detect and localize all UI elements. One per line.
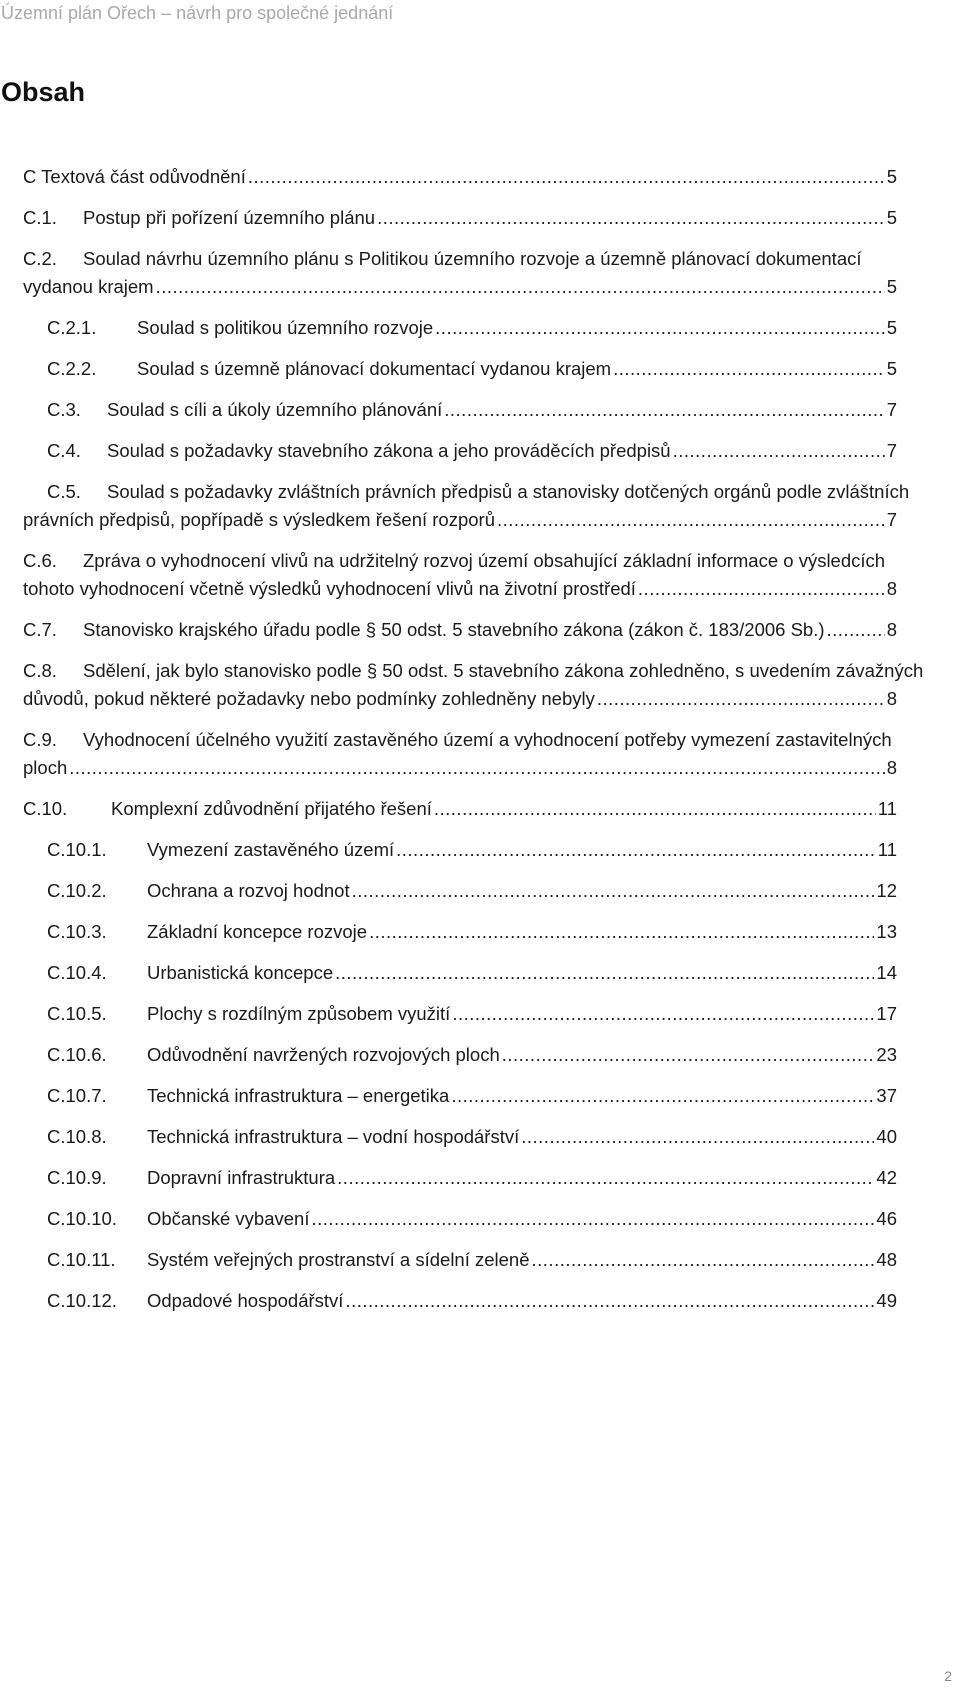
toc-dot-leader	[345, 1287, 874, 1315]
toc-entry-title: vydanou krajem	[23, 276, 154, 297]
toc-entry-page: 5	[886, 276, 897, 297]
toc-entry-title: Technická infrastruktura – vodní hospodářství	[147, 1126, 520, 1147]
toc-entry[interactable]	[23, 795, 897, 823]
toc-dot-leader	[337, 1164, 874, 1192]
toc-entry-title: Plochy s rozdílným způsobem využití	[147, 1003, 451, 1024]
toc-entry-number: C.10.	[23, 798, 68, 819]
toc-dot-leader	[521, 1123, 874, 1151]
toc-entry-title: Soulad s cíli a úkoly územního plánování	[107, 399, 443, 420]
toc-entry[interactable]	[23, 685, 897, 713]
toc-entry[interactable]	[23, 547, 950, 575]
toc-entry-page: 8	[886, 578, 897, 599]
toc-entry-title: Vymezení zastavěného území	[147, 839, 395, 860]
toc-dot-leader	[451, 1082, 874, 1110]
toc-entry-page: 13	[876, 921, 897, 942]
toc-entry-title: Technická infrastruktura – energetika	[147, 1085, 450, 1106]
toc-entry-page: 5	[886, 358, 897, 379]
toc-entry[interactable]	[47, 396, 897, 424]
toc-entry-number: C.10.11.	[47, 1249, 116, 1270]
toc-entry-number: C.2.	[23, 248, 57, 269]
toc-entry-title: Základní koncepce rozvoje	[147, 921, 368, 942]
toc-entry-page: 11	[877, 839, 897, 860]
toc-entry-title: právních předpisů, popřípadě s výsledkem řešení rozporů	[23, 509, 496, 530]
toc-entry-title: Sdělení, jak bylo stanovisko podle § 50 odst. 5 stavebního zákona zohledněno, s uvedením závažných	[83, 660, 924, 681]
toc-entry-page: 5	[886, 166, 897, 187]
toc-dot-leader	[369, 918, 874, 946]
toc-entry-page: 7	[886, 399, 897, 420]
toc-dot-leader	[638, 575, 885, 603]
toc-dot-leader	[532, 1246, 875, 1274]
toc-entry-number: C.3.	[47, 399, 81, 420]
toc-entry-page: 8	[886, 619, 897, 640]
toc-entry-page: 48	[876, 1249, 897, 1270]
toc-entry-page: 17	[876, 1003, 897, 1024]
toc-entry-title: Odpadové hospodářství	[147, 1290, 344, 1311]
toc-dot-leader	[335, 959, 874, 987]
toc-dot-leader	[377, 204, 885, 232]
toc-entry-number: C.8.	[23, 660, 57, 681]
toc-entry-page: 5	[886, 317, 897, 338]
toc-entry-number: C.10.7.	[47, 1085, 107, 1106]
toc-entry-page: 7	[886, 440, 897, 461]
toc-entry-page: 42	[876, 1167, 897, 1188]
toc-entry[interactable]	[23, 245, 897, 273]
toc-dot-leader	[156, 273, 885, 301]
toc-entry-title: Soulad s požadavky stavebního zákona a jeho prováděcích předpisů	[107, 440, 671, 461]
toc-entry-title: Zpráva o vyhodnocení vlivů na udržitelný rozvoj území obsahující základní informace o výsledcích	[83, 550, 886, 571]
toc-entry-title: Občanské vybavení	[147, 1208, 310, 1229]
toc-entry[interactable]	[47, 836, 897, 864]
toc-entry-page: 14	[876, 962, 897, 983]
toc-entry[interactable]	[47, 1041, 897, 1069]
toc-entry-page: 40	[876, 1126, 897, 1147]
toc-entry[interactable]	[47, 1164, 897, 1192]
toc-dot-leader	[597, 685, 885, 713]
toc-dot-leader	[452, 1000, 874, 1028]
toc-entry-title: Soulad s požadavky zvláštních právních předpisů a stanovisky dotčených orgánů podle zvláštních	[107, 481, 910, 502]
toc-dot-leader	[248, 163, 885, 191]
toc-entry-number: C.10.1.	[47, 839, 107, 860]
toc-dot-leader	[497, 506, 885, 534]
toc-entry-page: 8	[886, 688, 897, 709]
toc-entry[interactable]	[23, 204, 897, 232]
toc-entry-title: Dopravní infrastruktura	[147, 1167, 336, 1188]
toc-entry[interactable]	[23, 575, 897, 603]
toc-dot-leader	[613, 355, 885, 383]
toc-entry-title: Odůvodnění navržených rozvojových ploch	[147, 1044, 500, 1065]
toc-dot-leader	[434, 795, 876, 823]
toc-entry-title: tohoto vyhodnocení včetně výsledků vyhodnocení vlivů na životní prostředí	[23, 578, 636, 599]
toc-entry-page: 23	[876, 1044, 897, 1065]
toc-entry-number: C.10.9.	[47, 1167, 107, 1188]
toc-entry-title: ploch	[23, 757, 68, 778]
toc-entry[interactable]	[47, 959, 897, 987]
toc-entry-page: 37	[876, 1085, 897, 1106]
toc-entry[interactable]	[47, 918, 897, 946]
toc-entry-title: Systém veřejných prostranství a sídelní zeleně	[147, 1249, 530, 1270]
toc-entry-number: C.4.	[47, 440, 81, 461]
toc-dot-leader	[827, 616, 885, 644]
toc-entry-title: Soulad s územně plánovací dokumentací vydanou krajem	[137, 358, 612, 379]
toc-entry[interactable]	[47, 437, 897, 465]
toc-entry-title: Urbanistická koncepce	[147, 962, 334, 983]
toc-dot-leader	[311, 1205, 874, 1233]
toc-entry[interactable]	[23, 163, 897, 191]
toc-entry-title: Soulad návrhu územního plánu s Politikou územního rozvoje a územně plánovací dokumentací	[83, 248, 862, 269]
toc-entry-page: 5	[886, 207, 897, 228]
toc-entry[interactable]	[47, 478, 950, 506]
toc-dot-leader	[502, 1041, 875, 1069]
toc-dot-leader	[352, 877, 875, 905]
toc-entry[interactable]	[47, 1287, 897, 1315]
toc-entry-number: C.10.5.	[47, 1003, 107, 1024]
toc-entry-title: C Textová část odůvodnění	[23, 166, 246, 187]
toc-entry-title: Ochrana a rozvoj hodnot	[147, 880, 350, 901]
toc-dot-leader	[69, 754, 884, 782]
toc-entry-number: C.5.	[47, 481, 81, 502]
toc-entry-title: Vyhodnocení účelného využití zastavěného území a vyhodnocení potřeby vymezení zastavitelných	[83, 729, 892, 750]
toc-entry[interactable]	[47, 877, 897, 905]
toc-entry[interactable]	[23, 657, 950, 685]
toc-entry[interactable]	[23, 616, 897, 644]
toc-entry-number: C.10.6.	[47, 1044, 107, 1065]
toc-entry-page: 12	[876, 880, 897, 901]
toc-entry-number: C.2.2.	[47, 358, 97, 379]
toc-entry[interactable]	[23, 754, 897, 782]
toc-entry-number: C.10.12.	[47, 1290, 117, 1311]
toc-entry-number: C.9.	[23, 729, 57, 750]
toc-entry-title: Komplexní zdůvodnění přijatého řešení	[111, 798, 432, 819]
toc-dot-leader	[396, 836, 876, 864]
toc-entry[interactable]	[47, 1205, 897, 1233]
toc-entry-number: C.6.	[23, 550, 57, 571]
toc-entry-page: 7	[886, 509, 897, 530]
toc-entry[interactable]	[47, 1082, 897, 1110]
toc-entry[interactable]	[23, 273, 897, 301]
toc-entry-title: důvodů, pokud některé požadavky nebo podmínky zohledněny nebyly	[23, 688, 595, 709]
toc-entry-number: C.10.2.	[47, 880, 107, 901]
toc-entry-number: C.7.	[23, 619, 57, 640]
toc-dot-leader	[673, 437, 885, 465]
toc-dot-leader	[444, 396, 884, 424]
toc-entry-title: Soulad s politikou územního rozvoje	[137, 317, 434, 338]
running-header: Územní plán Ořech – návrh pro společné jednání	[1, 3, 394, 23]
toc-entry[interactable]	[47, 314, 897, 342]
toc-entry-number: C.10.8.	[47, 1126, 107, 1147]
toc-entry-number: C.10.3.	[47, 921, 107, 942]
toc-entry-page: 11	[877, 798, 897, 819]
toc-entry[interactable]	[23, 726, 950, 754]
contents-title: Obsah	[1, 77, 86, 107]
toc-entry[interactable]	[47, 1246, 897, 1274]
toc-entry[interactable]	[47, 1123, 897, 1151]
toc-entry[interactable]	[23, 506, 897, 534]
toc-entry-number: C.1.	[23, 207, 57, 228]
toc-entry-number: C.10.10.	[47, 1208, 117, 1229]
toc-entry[interactable]	[47, 1000, 897, 1028]
toc-entry-title: Postup při pořízení územního plánu	[83, 207, 376, 228]
toc-dot-leader	[435, 314, 885, 342]
toc-entry-page: 46	[876, 1208, 897, 1229]
toc-entry-page: 49	[876, 1290, 897, 1311]
toc-entry-number: C.2.1.	[47, 317, 97, 338]
toc-entry[interactable]	[47, 355, 897, 383]
page-number: 2	[944, 1668, 952, 1684]
toc-entry-title: Stanovisko krajského úřadu podle § 50 odst. 5 stavebního zákona (zákon č. 183/2006 Sb.)	[83, 619, 825, 640]
toc-entry-page: 8	[886, 757, 897, 778]
toc-entry-number: C.10.4.	[47, 962, 107, 983]
